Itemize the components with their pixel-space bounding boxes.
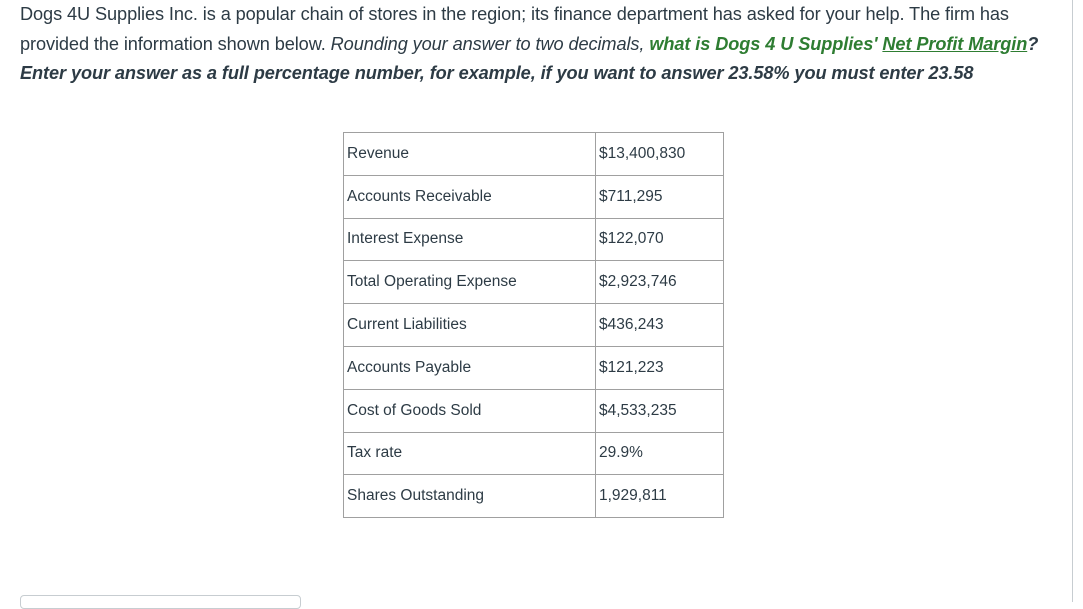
row-value: $711,295 xyxy=(596,175,724,218)
row-label: Accounts Payable xyxy=(344,346,596,389)
table-row xyxy=(344,432,724,475)
financial-data-table xyxy=(343,132,724,518)
row-label: Current Liabilities xyxy=(344,304,596,347)
table-row xyxy=(344,389,724,432)
answer-input[interactable] xyxy=(20,595,301,609)
question-answer-format: ? Enter your answer as a full percentage number, for example, if you want to answer 23.58% you must enter 23.58 xyxy=(20,33,1039,83)
row-value: $4,533,235 xyxy=(596,389,724,432)
row-value: $122,070 xyxy=(596,218,724,261)
row-label: Interest Expense xyxy=(344,218,596,261)
row-value: $436,243 xyxy=(596,304,724,347)
net-profit-margin-link[interactable]: Net Profit Margin xyxy=(882,33,1028,54)
row-label: Total Operating Expense xyxy=(344,261,596,304)
table-row xyxy=(344,346,724,389)
row-label: Accounts Receivable xyxy=(344,175,596,218)
question-text xyxy=(20,0,1045,89)
row-value: $121,223 xyxy=(596,346,724,389)
table-row xyxy=(344,304,724,347)
row-value: $13,400,830 xyxy=(596,133,724,176)
question-prompt: what is Dogs 4 U Supplies' xyxy=(649,33,883,54)
row-label: Tax rate xyxy=(344,432,596,475)
row-value: $2,923,746 xyxy=(596,261,724,304)
table-row xyxy=(344,133,724,176)
table-row xyxy=(344,175,724,218)
row-label: Cost of Goods Sold xyxy=(344,389,596,432)
row-label: Revenue xyxy=(344,133,596,176)
content-right-border xyxy=(1072,0,1073,602)
question-rounding-instruction: Rounding your answer to two decimals, xyxy=(330,33,650,54)
table-row xyxy=(344,261,724,304)
row-value: 1,929,811 xyxy=(596,475,724,518)
question-intro: Dogs 4U Supplies Inc. is a popular chain of stores in the region; its finance department has asked for your help. The firm has provided the information shown below. xyxy=(20,4,1009,54)
table-row xyxy=(344,475,724,518)
row-value: 29.9% xyxy=(596,432,724,475)
table-row xyxy=(344,218,724,261)
row-label: Shares Outstanding xyxy=(344,475,596,518)
